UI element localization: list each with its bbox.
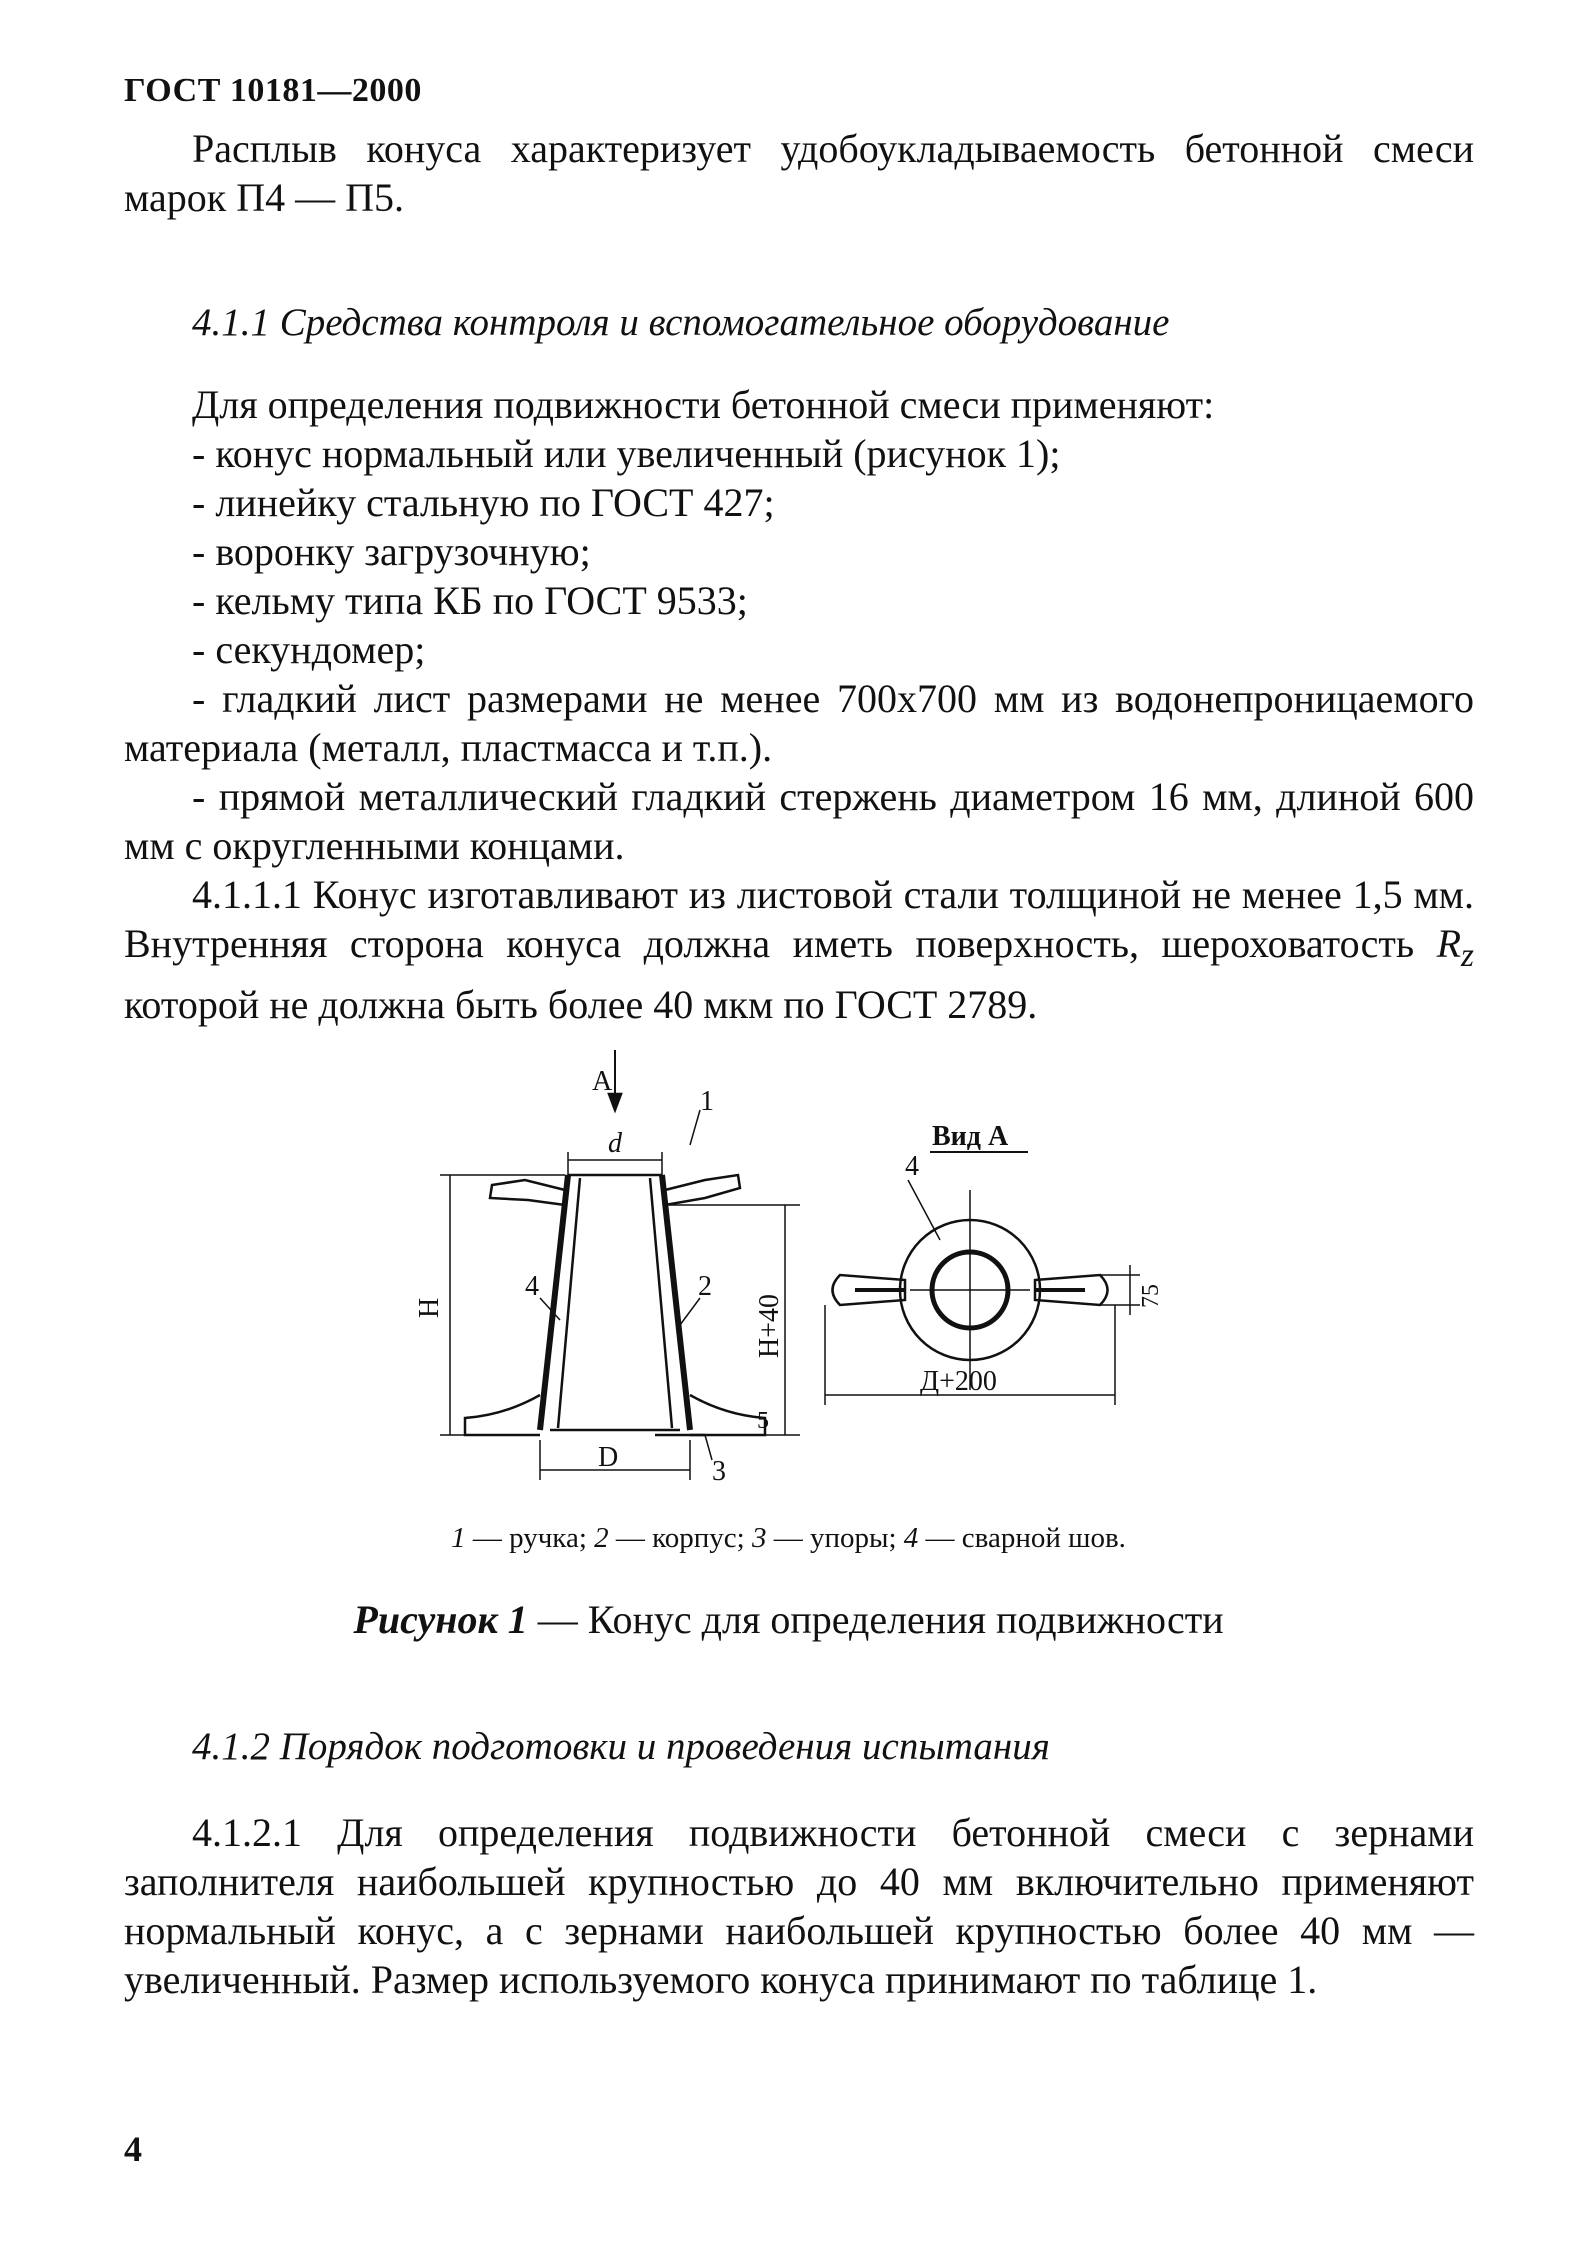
list-item: - линейку стальную по ГОСТ 427; <box>192 480 775 525</box>
foot-left <box>465 1395 540 1435</box>
equipment-list <box>124 380 1474 1029</box>
label-h-plus-40: H+40 <box>754 1293 785 1358</box>
cone-right-wall <box>662 1175 690 1430</box>
label-view-a: Вид А <box>932 1121 1009 1152</box>
label-4-right: 4 <box>905 1151 919 1182</box>
cone-drawing <box>400 1040 1180 1490</box>
paragraph-4-1-1-1: 4.1.1.1 Конус изготавливают из листовой стали толщиной не менее 1,5 мм. Внутренняя сторона конуса должна иметь поверхность, шероховатость $R_z$ которой не должна быть более 40 мкм по ГОСТ 2789. <box>124 872 1474 1027</box>
list-item: - кельму типа КБ по ГОСТ 9533; <box>192 578 748 623</box>
page-number: 4 <box>124 2129 142 2169</box>
paragraph-4-1-2-1: 4.1.2.1 Для определения подвижности бетонной смеси с зернами заполнителя наибольшей крупностью до 40 мм включительно применяют нормальный конус, а с зернами наибольшей крупностью более 40 мм — увеличенный. Размер используемого конуса принимают по таблице 1. <box>124 1810 1474 2002</box>
label-d-big: D <box>598 1442 619 1473</box>
section-4-1-1-title: 4.1.1 Средства контроля и вспомогательное оборудование <box>192 301 1170 344</box>
label-d-plus-200: Д+200 <box>920 1366 997 1397</box>
label-75: 75 <box>1138 1284 1164 1308</box>
list-item: - прямой металлический гладкий стержень диаметром 16 мм, длиной 600 мм с округленными концами. <box>124 774 1474 868</box>
label-1: 1 <box>700 1086 714 1117</box>
intro-paragraph: Расплыв конуса характеризует удобоукладываемость бетонной смеси марок П4 — П5. <box>124 126 1474 220</box>
list-lead: Для определения подвижности бетонной смеси применяют: <box>192 382 1215 427</box>
figure-legend: 1 — ручка; 2 — корпус; 3 — упоры; 4 — сварной шов. <box>451 1522 1126 1554</box>
figure-caption: Рисунок 1 — Конус для определения подвижности <box>353 1597 1224 1642</box>
handle-left <box>490 1180 565 1205</box>
foot-right <box>690 1395 765 1435</box>
handle-right <box>665 1175 740 1205</box>
label-5: 5 <box>757 1408 769 1434</box>
roughness-symbol: $R_z$ <box>1436 921 1474 974</box>
label-3: 3 <box>712 1456 726 1487</box>
list-item: - гладкий лист размерами не менее 700x700 мм из водонепроницаемого материала (металл, пластмасса и т.п.). <box>124 676 1474 770</box>
list-item: - конус нормальный или увеличенный (рисунок 1); <box>192 431 1061 476</box>
label-a: A <box>592 1066 613 1097</box>
standard-header: ГОСТ 10181—2000 <box>124 72 422 109</box>
label-2: 2 <box>698 1271 712 1302</box>
label-h: H <box>414 1297 445 1318</box>
list-item: - воронку загрузочную; <box>192 529 591 574</box>
list-item: - секундомер; <box>192 627 426 672</box>
section-4-1-2-title: 4.1.2 Порядок подготовки и проведения испытания <box>192 1725 1050 1768</box>
label-4-left: 4 <box>525 1271 539 1302</box>
label-d: d <box>608 1128 622 1159</box>
cone-figure <box>400 1040 1180 1490</box>
